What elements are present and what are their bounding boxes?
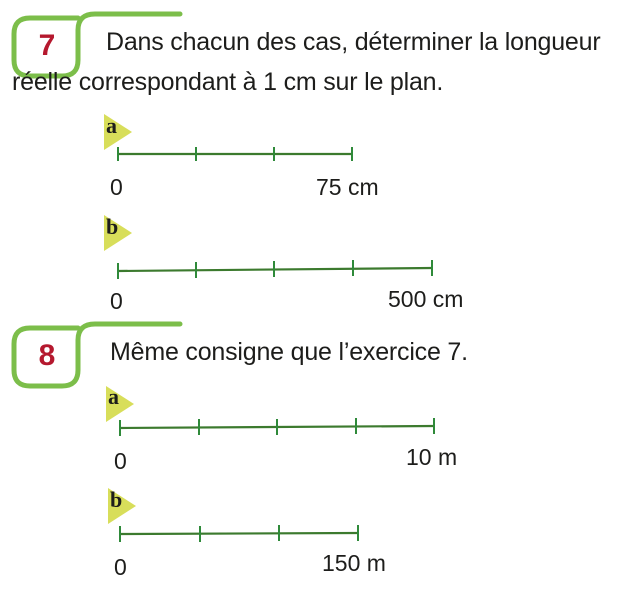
exercise-7b-label: b <box>106 214 119 239</box>
exercise-8b-end-label: 150 m <box>322 550 386 576</box>
exercise-7-number: 7 <box>38 29 56 62</box>
exercise-8b-scale-bar <box>118 522 362 544</box>
exercise-8a-label: a <box>108 384 119 409</box>
exercise-7a-scale-bar <box>116 144 356 164</box>
exercise-8a-end-label: 10 m <box>406 444 458 470</box>
exercise-7-instruction-line-1: Dans chacun des cas, déterminer la longueur <box>106 28 601 56</box>
exercise-7b-start-label: 0 <box>110 288 123 314</box>
exercise-8b-start-label: 0 <box>114 554 127 580</box>
exercise-8-number: 8 <box>38 339 56 372</box>
exercise-7b-scale-bar <box>116 259 438 281</box>
exercise-7a-end-label: 75 cm <box>316 174 379 200</box>
exercise-8-instruction: Même consigne que l’exercice 7. <box>110 338 468 366</box>
exercise-7a-start-label: 0 <box>110 174 123 200</box>
exercise-8b-label: b <box>110 487 123 512</box>
exercise-8a-scale-bar <box>118 416 440 438</box>
exercise-7a-label: a <box>106 113 117 138</box>
exercise-7b-end-label: 500 cm <box>388 286 464 312</box>
exercise-8a-start-label: 0 <box>114 448 127 474</box>
exercise-7-instruction-line-2: réelle correspondant à 1 cm sur le plan. <box>12 68 444 96</box>
